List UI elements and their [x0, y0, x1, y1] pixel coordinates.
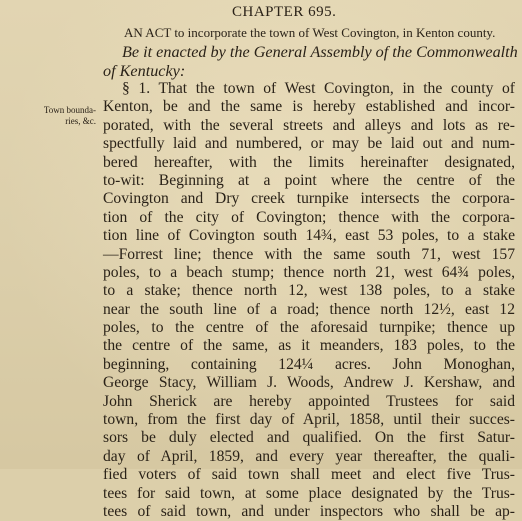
act-title: AN ACT to incorporate the town of West Covington, in Kenton county. [124, 25, 496, 40]
section-1-text [103, 80, 515, 521]
body-line: —Forrest line; thence with the same south 71, west 157 [103, 245, 515, 263]
enacting-clause-line: Be it enacted by the General Assembly of the Commonwealth [122, 43, 518, 61]
enacting-clause-line: of Kentucky: [103, 61, 186, 80]
body-line: poles, to the centre of the aforesaid turnpike; thence up [103, 319, 515, 337]
body-line: § 1. That the town of West Covington, in the county of [122, 80, 515, 97]
body-line: town, from the first day of April, 1858, until their succes- [103, 411, 515, 429]
chapter-heading: CHAPTER 695. [232, 4, 337, 20]
body-line: fied voters of said town shall meet and elect five Trus- [103, 466, 515, 484]
body-line: beginning, containing 124¼ acres. John Monoghan, [103, 355, 515, 373]
body-line: George Stacy, William J. Woods, Andrew J. Kershaw, and [103, 374, 515, 392]
body-line: near the south line of a road; thence north 12½, east 12 [103, 300, 515, 318]
body-line: to-wit: Beginning at a point where the centre of the [103, 171, 515, 189]
margin-note [24, 105, 96, 127]
body-line: poles, to a beach stump; thence north 21, west 64¾ poles, [103, 263, 515, 281]
body-line: tees for said town, at some place designated by the Trus- [103, 484, 515, 502]
margin-note-line: ries, &c. [65, 116, 96, 126]
enacting-clause [103, 43, 518, 80]
body-line: Kenton, be and the same is hereby established and incor- [103, 98, 515, 116]
body-line: the centre of the same, as it meanders, 183 poles, to the [103, 337, 515, 355]
body-line: bered hereafter, with the limits hereinafter designated, [103, 153, 515, 171]
body-line: sors be duly elected and qualified. On the first Satur- [103, 429, 515, 447]
body-line: spectfully laid and numbered, or may be laid out and num- [103, 135, 515, 153]
body-line: tees of said town, and under inspectors who shall be ap- [103, 502, 515, 520]
body-line: to a stake; thence north 12, west 138 poles, to a stake [103, 282, 515, 300]
body-line: tion of the city of Covington; thence with the corpora- [103, 208, 515, 226]
margin-note-line: Town bounda- [43, 105, 96, 115]
body-line: tion line of Covington south 14¾, east 53 poles, to a stake [103, 227, 515, 245]
body-line: day of April, 1859, and every year thereafter, the quali- [103, 447, 515, 465]
body-line: Covington and Dry creek turnpike intersects the corpora- [103, 190, 515, 208]
body-line: porated, with the several streets and alleys and lots as re- [103, 116, 515, 134]
body-line: John Sherick are hereby appointed Trustees for said [103, 392, 515, 410]
